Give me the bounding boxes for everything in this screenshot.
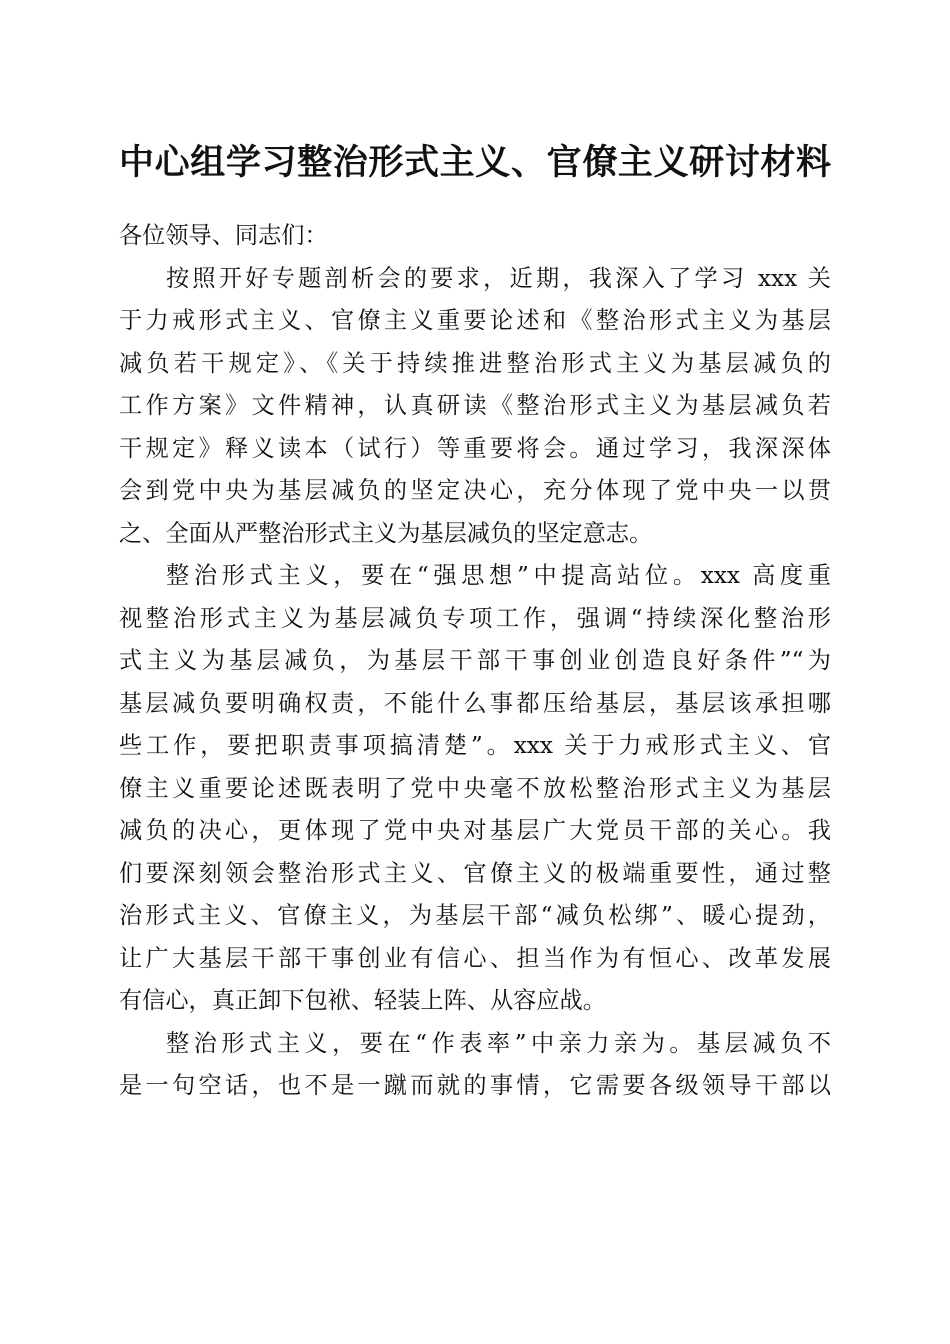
paragraph-line: 基层减负要明确权责，不能什么事都压给基层，基层该承担哪: [119, 689, 831, 717]
paragraph-line: 工作方案》文件精神，认真研读《整治形式主义为基层减负若: [119, 392, 831, 419]
paragraph-line: 之、全面从严整治形式主义为基层减负的坚定意志。: [119, 519, 653, 547]
paragraph-line: 僚主义重要论述既表明了党中央毫不放松整治形式主义为基层: [119, 774, 831, 802]
paragraph-line: 让广大基层干部干事创业有信心、担当作为有恒心、改革发展: [119, 944, 831, 972]
paragraph-line: 视整治形式主义为基层减负专项工作，强调“持续深化整治形: [119, 604, 831, 632]
paragraph-line: 式主义为基层减负，为基层干部干事创业创造良好条件”“为: [119, 647, 831, 674]
paragraph-1: [119, 258, 831, 556]
paragraph-line: 些工作，要把职责事项搞清楚”。xxx 关于力戒形式主义、官: [119, 732, 831, 759]
paragraph-line: 整治形式主义，要在“作表率”中亲力亲为。基层减负不: [166, 1029, 831, 1057]
paragraph-line: 是一句空话，也不是一蹴而就的事情，它需要各级领导干部以: [119, 1072, 831, 1099]
paragraph-line: 们要深刻领会整治形式主义、官僚主义的极端重要性，通过整: [119, 859, 831, 887]
paragraph-line: 按照开好专题剖析会的要求，近期，我深入了学习 xxx 关: [166, 264, 831, 292]
document-page: [119, 0, 831, 1108]
paragraph-line: 会到党中央为基层减负的坚定决心，充分体现了党中央一以贯: [119, 477, 831, 504]
paragraph-line: 整治形式主义，要在“强思想”中提高站位。xxx 高度重: [166, 562, 831, 589]
paragraph-line: 治形式主义、官僚主义，为基层干部“减负松绑”、暖心提劲，: [119, 902, 831, 929]
document-body: [119, 215, 831, 1108]
paragraph-line: 减负若干规定》、《关于持续推进整治形式主义为基层减负的: [119, 349, 831, 377]
paragraph-line: 于力戒形式主义、官僚主义重要论述和《整治形式主义为基层: [119, 307, 831, 334]
paragraph-line: 有信心，真正卸下包袱、轻装上阵、从容应战。: [119, 987, 606, 1014]
paragraph-line: 干规定》释义读本（试行）等重要将会。通过学习，我深深体: [119, 434, 831, 462]
paragraph-2: [119, 555, 831, 1023]
salutation: 各位领导、同志们：: [119, 222, 328, 249]
paragraph-line: 减负的决心，更体现了党中央对基层广大党员干部的关心。我: [119, 817, 831, 844]
paragraph-3: [119, 1023, 831, 1108]
document-title: 中心组学习整治形式主义、官僚主义研讨材料: [119, 142, 831, 183]
